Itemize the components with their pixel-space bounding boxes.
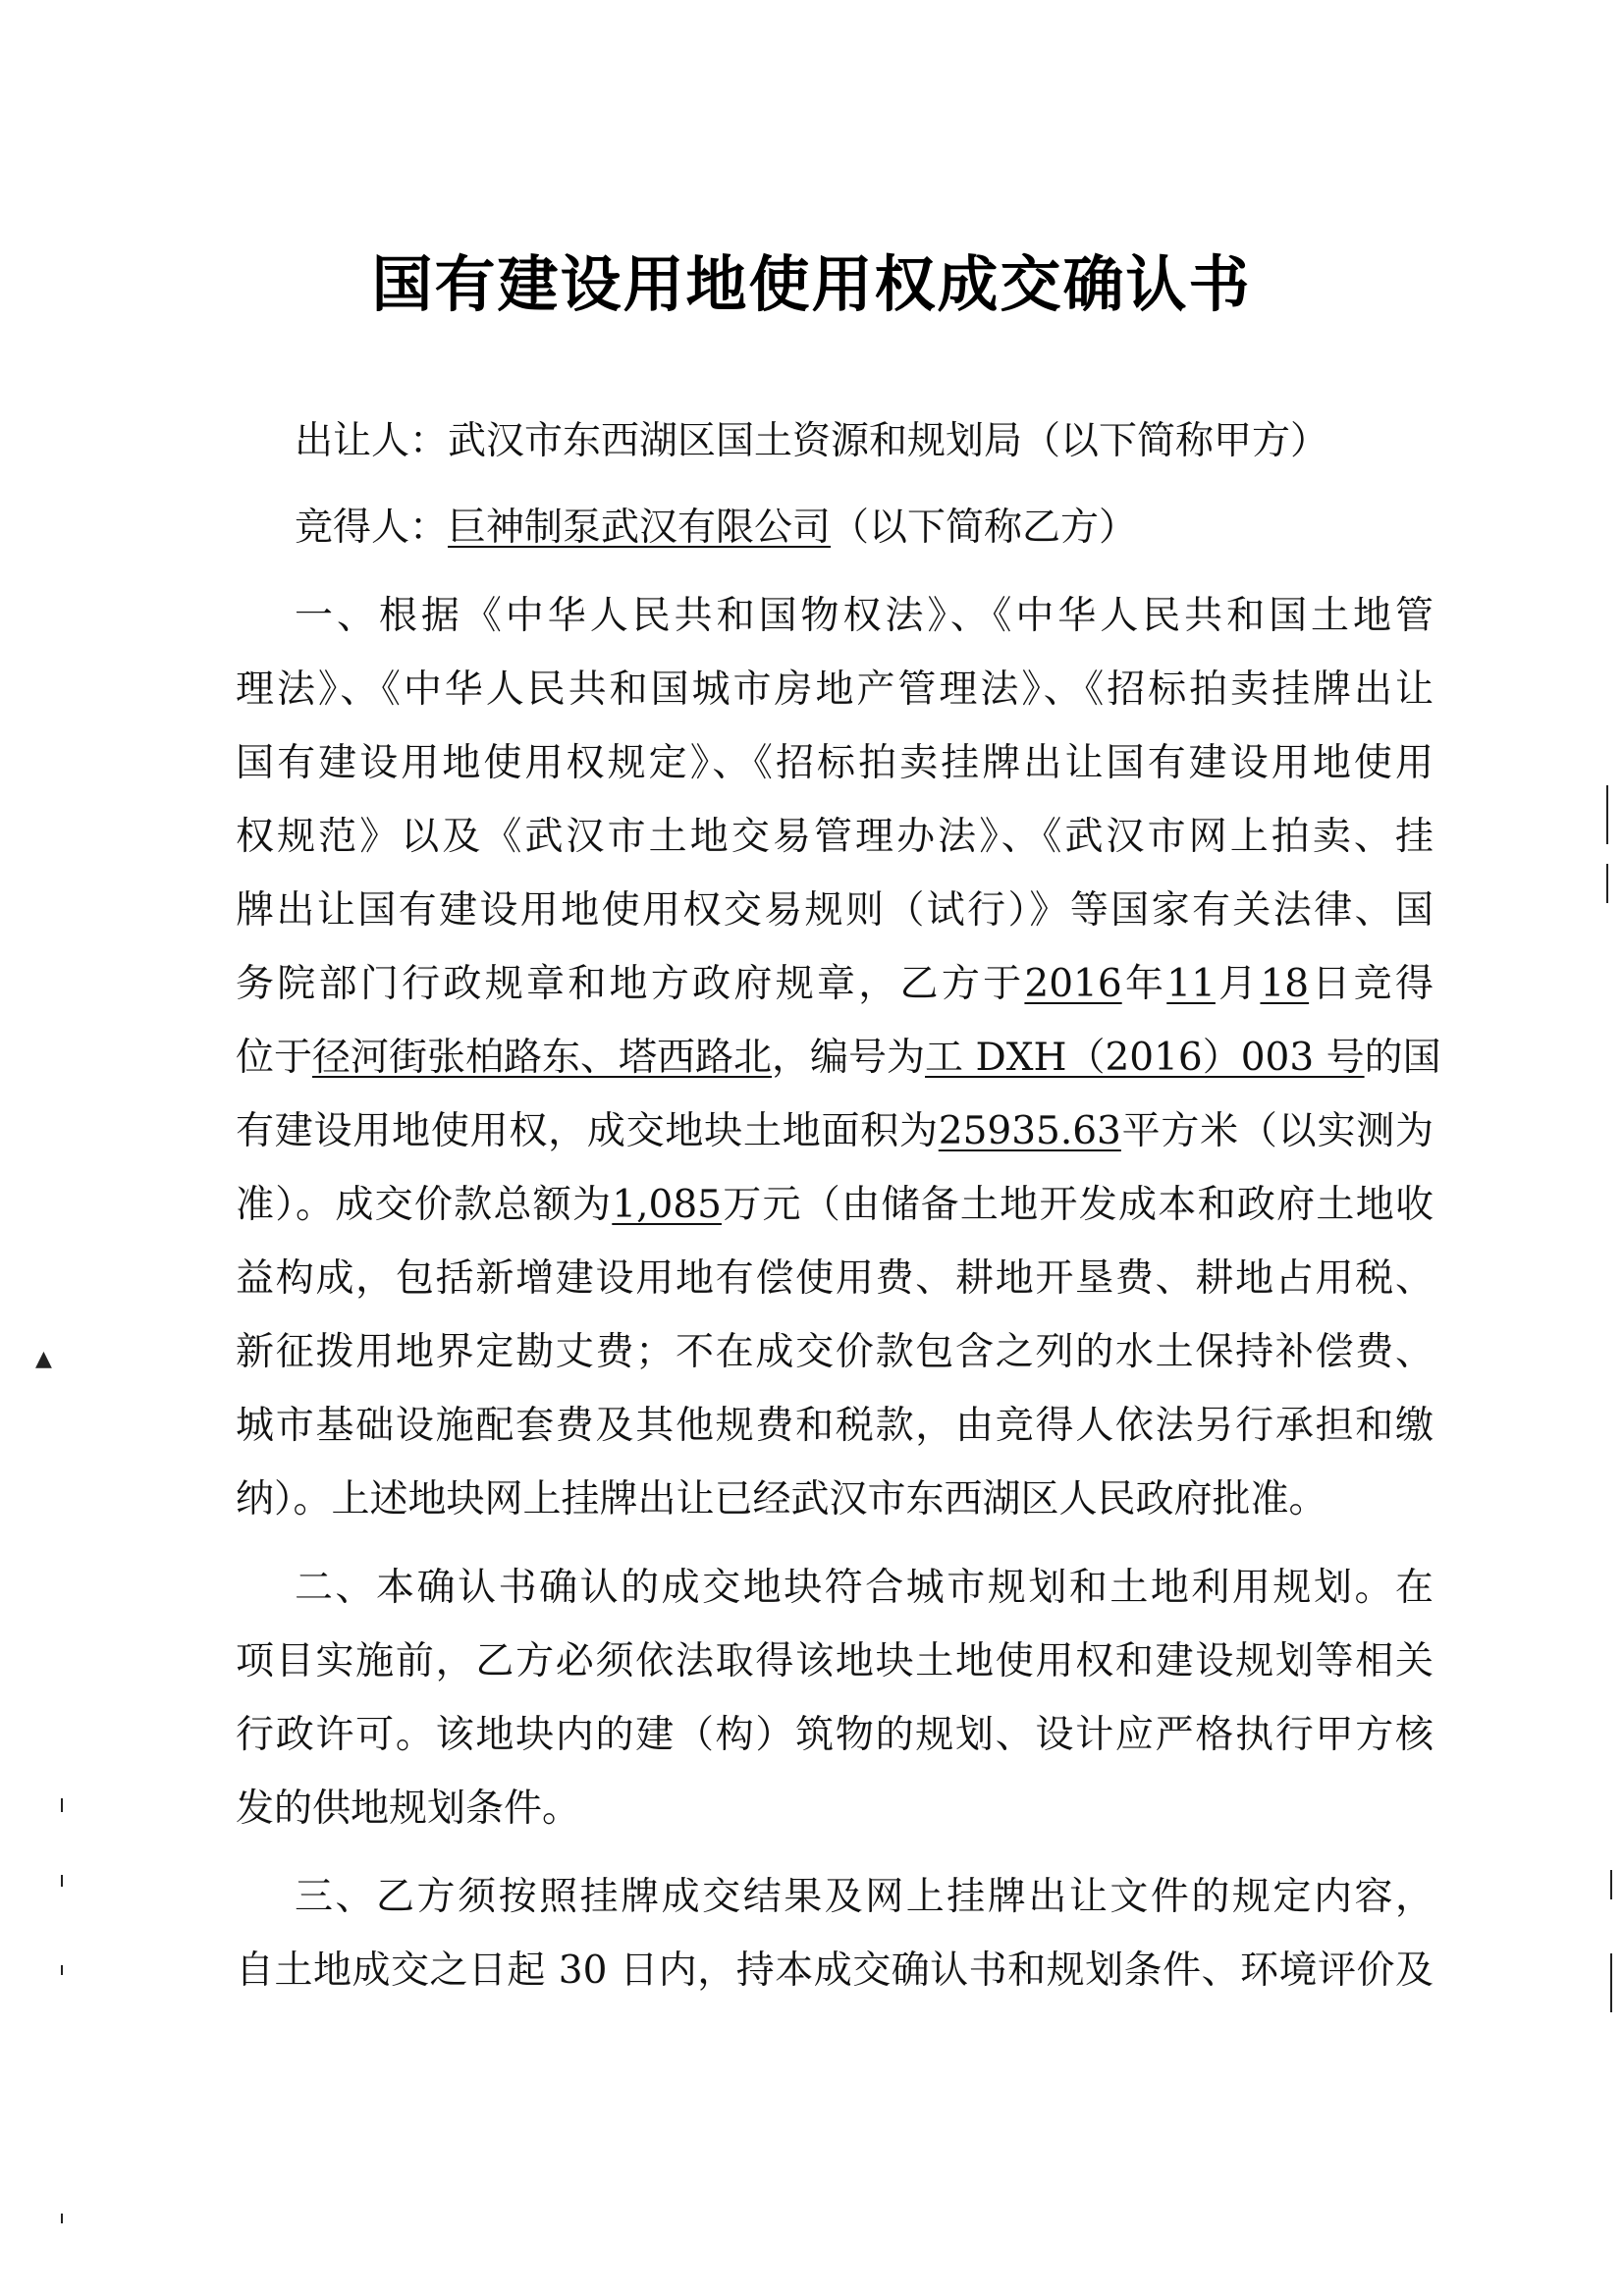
section1-line: 新征拨用地界定勘丈费；不在成交价款包含之列的水土保持补偿费、 [236, 1330, 1434, 1374]
section1-line: 纳）。上述地块网上挂牌出让已经武汉市东西湖区人民政府批准。 [236, 1477, 1327, 1522]
section1-text: 位于 [236, 1036, 313, 1080]
section1-text: 平方米（以实测为 [1120, 1109, 1434, 1153]
winner-suffix: （以下简称乙方） [831, 506, 1138, 550]
margin-mark [61, 1965, 63, 1975]
scan-speck: ▲ [35, 1347, 52, 1371]
section1-text: 年 [1121, 962, 1167, 1006]
deal-month: 11 [1166, 962, 1216, 1006]
section1-text: ，编号为 [772, 1036, 926, 1080]
section1-line: 一、根据《中华人民共和国物权法》、《中华人民共和国土地管 [295, 594, 1434, 638]
deal-year: 2016 [1024, 962, 1122, 1006]
section1-location-line [236, 1027, 1441, 1082]
grantor-name: 武汉市东西湖区国土资源和规划局（以下简称甲方） [448, 419, 1329, 463]
section3-line: 三、乙方须按照挂牌成交结果及网上挂牌出让文件的规定内容， [295, 1875, 1434, 1919]
section1-text: 万元（由储备土地开发成本和政府土地收 [721, 1183, 1434, 1227]
margin-mark [1610, 1870, 1612, 1899]
section2-line: 项目实施前，乙方必须依法取得该地块土地使用权和建设规划等相关 [236, 1639, 1434, 1683]
parcel-area: 25935.63 [938, 1109, 1121, 1153]
section2-line: 发的供地规划条件。 [236, 1787, 581, 1831]
section3-line: 自土地成交之日起 30 日内，持本成交确认书和规划条件、环境评价及 [236, 1949, 1434, 1993]
section1-text: 日竞得 [1309, 962, 1434, 1006]
parcel-number: 工 DXH（2016）003 号 [925, 1036, 1365, 1080]
section1-line: 城市基础设施配套费及其他规费和税款，由竞得人依法另行承担和缴 [236, 1404, 1434, 1448]
total-price: 1,085 [612, 1183, 722, 1227]
section1-text: 的国 [1364, 1036, 1441, 1080]
section2-line: 行政许可。该地块内的建（构）筑物的规划、设计应严格执行甲方核 [236, 1713, 1434, 1757]
section1-line: 国有建设用地使用权规定》、《招标拍卖挂牌出让国有建设用地使用 [236, 741, 1434, 785]
margin-mark [61, 1798, 63, 1812]
winner-name: 巨神制泵武汉有限公司 [448, 506, 832, 550]
parcel-location: 径河街张柏路东、塔西路北 [312, 1036, 773, 1080]
grantor-label: 出让人： [295, 419, 449, 463]
deal-day: 18 [1260, 962, 1310, 1006]
section1-text: 有建设用地使用权，成交地块土地面积为 [236, 1109, 939, 1153]
section1-line: 理法》、《中华人民共和国城市房地产管理法》、《招标拍卖挂牌出让 [236, 667, 1434, 712]
section1-text: 月 [1215, 962, 1261, 1006]
section1-text: 准）。成交价款总额为 [236, 1183, 613, 1227]
section1-date-line [236, 953, 1434, 1008]
section1-area-line [236, 1100, 1434, 1155]
section2-line: 二、本确认书确认的成交地块符合城市规划和土地利用规划。在 [295, 1566, 1434, 1610]
margin-mark [1606, 785, 1608, 844]
section1-line: 权规范》以及《武汉市土地交易管理办法》、《武汉市网上拍卖、挂 [236, 815, 1434, 859]
section1-text: 务院部门行政规章和地方政府规章，乙方于 [236, 962, 1025, 1006]
grantor-line [295, 410, 1328, 465]
margin-mark [1606, 864, 1608, 903]
margin-mark [61, 2214, 63, 2223]
document-title: 国有建设用地使用权成交确认书 [371, 248, 1252, 320]
section1-line: 益构成，包括新增建设用地有偿使用费、耕地开垦费、耕地占用税、 [236, 1256, 1434, 1301]
winner-line [295, 497, 1137, 552]
section1-price-line [236, 1174, 1434, 1229]
margin-mark [61, 1875, 63, 1887]
section1-line: 牌出让国有建设用地使用权交易规则（试行）》等国家有关法律、国 [236, 888, 1434, 933]
margin-mark [1610, 1953, 1612, 2012]
winner-label: 竞得人： [295, 506, 449, 550]
